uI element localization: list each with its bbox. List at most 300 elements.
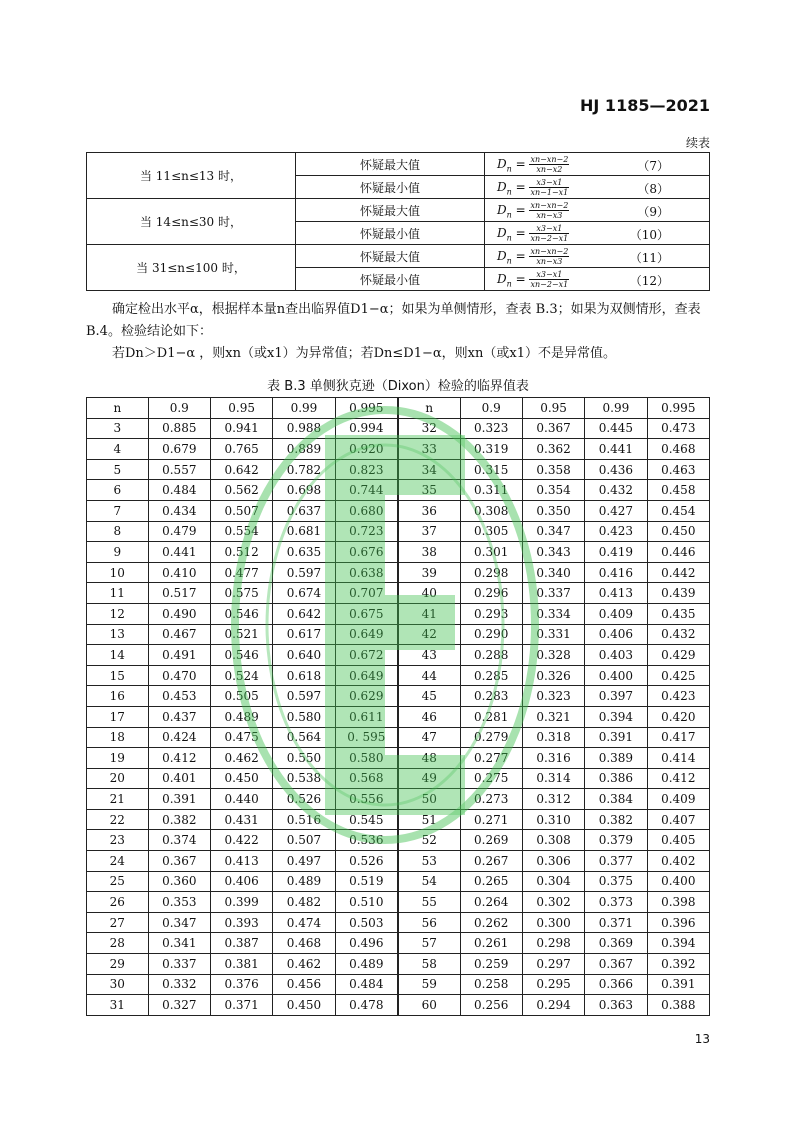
formula-numerator: x3−x1 (529, 178, 569, 188)
table-cell: 0.546 (210, 603, 272, 624)
table-cell: 22 (87, 809, 149, 830)
table-cell: 0.556 (335, 789, 398, 810)
table-cell: 5 (87, 459, 149, 480)
table-cell: 0.638 (335, 562, 398, 583)
table-cell: 0.413 (210, 851, 272, 872)
table-cell: 0.281 (460, 706, 522, 727)
table-cell: 0.675 (335, 603, 398, 624)
formula-number: （11） (629, 251, 669, 265)
table-cell: 0.265 (460, 871, 522, 892)
table-cell: 0.580 (273, 706, 335, 727)
table-cell: 23 (87, 830, 149, 851)
formula-kind: 怀疑最大值 (296, 153, 485, 176)
table-cell: 0.424 (148, 727, 210, 748)
formula-lhs-sub: n (506, 186, 512, 196)
formula-condition: 当 11≤n≤13 时， (87, 153, 296, 199)
table-cell: 0.275 (460, 768, 522, 789)
table-cell: 0.427 (585, 500, 647, 521)
table-cell: 0.546 (210, 645, 272, 666)
table-cell: 0.454 (647, 500, 709, 521)
table-cell: 11 (87, 583, 149, 604)
table-row (87, 995, 710, 1016)
table-cell: 0.308 (522, 830, 584, 851)
table-cell: 0.388 (647, 995, 709, 1016)
table-cell: 13 (87, 624, 149, 645)
table-cell: 0.343 (522, 542, 584, 563)
table-cell: 0.432 (585, 480, 647, 501)
table-cell: 0.470 (148, 665, 210, 686)
table-cell: 0.302 (522, 892, 584, 913)
table-cell: 0.394 (647, 933, 709, 954)
formula-kind: 怀疑最大值 (296, 199, 485, 222)
table-row (87, 624, 710, 645)
table-cell: 0.379 (585, 830, 647, 851)
table-title: 表 B.3 单侧狄克逊（Dixon）检验的临界值表 (267, 379, 529, 394)
table-cell: 0.399 (210, 892, 272, 913)
table-cell: 0.300 (522, 912, 584, 933)
formula-expression: $D_n$ = $\frac{xn-xn-2}{xn-x2}$ （7） (485, 153, 710, 176)
table-header-cell: 0.99 (585, 398, 647, 419)
table-cell: 0.392 (647, 954, 709, 975)
table-cell: 0.308 (460, 500, 522, 521)
table-cell: 0.419 (585, 542, 647, 563)
table-cell: 9 (87, 542, 149, 563)
table-cell: 0.290 (460, 624, 522, 645)
table-cell: 0.394 (585, 706, 647, 727)
table-cell: 0.363 (585, 995, 647, 1016)
dixon-critical-value-table (86, 397, 710, 1016)
table-cell: 0.371 (210, 995, 272, 1016)
table-header-cell: 0.995 (647, 398, 709, 419)
formula-lhs: D (497, 179, 507, 194)
table-cell: 12 (87, 603, 149, 624)
table-cell: 0.412 (148, 748, 210, 769)
table-cell: 0.672 (335, 645, 398, 666)
formula-expression: $D_n$ = $\frac{x3-x1}{xn-2-x1}$ （10） (485, 222, 710, 245)
table-cell: 0.490 (148, 603, 210, 624)
paragraph-conclusion: 若Dn＞D1−α ，则xn（或x1）为异常值；若Dn≤D1−α，则xn（或x1）不是异常值。 (112, 346, 616, 361)
table-cell: 0.340 (522, 562, 584, 583)
table-cell: 0.885 (148, 418, 210, 439)
table-cell: 0.366 (585, 974, 647, 995)
table-cell: 50 (398, 789, 460, 810)
table-cell: 0.367 (522, 418, 584, 439)
table-header-row (87, 398, 710, 419)
formula-fraction (529, 201, 569, 220)
formula-lhs-sub: n (506, 209, 512, 219)
formula-expression: $D_n$ = $\frac{x3-x1}{xn-1-x1}$ （8） (485, 176, 710, 199)
table-cell: 21 (87, 789, 149, 810)
table-cell: 0.389 (585, 748, 647, 769)
table-cell: 43 (398, 645, 460, 666)
table-row (87, 665, 710, 686)
table-cell: 0.439 (647, 583, 709, 604)
table-cell: 0.305 (460, 521, 522, 542)
table-row (87, 500, 710, 521)
formula-row (87, 245, 710, 268)
table-cell: 59 (398, 974, 460, 995)
table-row (87, 871, 710, 892)
table-cell: 0.491 (148, 645, 210, 666)
table-cell: 0.516 (273, 809, 335, 830)
table-cell: 0.536 (335, 830, 398, 851)
table-cell: 0.377 (585, 851, 647, 872)
table-cell: 0.507 (273, 830, 335, 851)
table-row (87, 727, 710, 748)
table-cell: 57 (398, 933, 460, 954)
table-cell: 40 (398, 583, 460, 604)
table-row (87, 974, 710, 995)
table-cell: 0.554 (210, 521, 272, 542)
table-cell: 0.271 (460, 809, 522, 830)
table-cell: 0.468 (647, 439, 709, 460)
table-cell: 0.405 (647, 830, 709, 851)
table-cell: 0.400 (647, 871, 709, 892)
table-cell: 0.294 (522, 995, 584, 1016)
formula-number: （9） (637, 205, 669, 219)
table-cell: 0.367 (585, 954, 647, 975)
table-cell: 0.698 (273, 480, 335, 501)
table-cell: 0.440 (210, 789, 272, 810)
table-cell: 0.396 (647, 912, 709, 933)
table-cell: 0.327 (148, 995, 210, 1016)
table-cell: 0.417 (647, 727, 709, 748)
table-cell: 0.331 (522, 624, 584, 645)
table-row (87, 542, 710, 563)
table-row (87, 748, 710, 769)
table-cell: 0.269 (460, 830, 522, 851)
table-cell: 0.391 (585, 727, 647, 748)
table-cell: 0.744 (335, 480, 398, 501)
page-number: 13 (694, 1032, 710, 1046)
formula-lhs-sub: n (506, 278, 512, 288)
formula-expression: $D_n$ = $\frac{xn-xn-2}{xn-x3}$ （9） (485, 199, 710, 222)
table-cell: 0.782 (273, 459, 335, 480)
table-cell: 58 (398, 954, 460, 975)
table-cell: 0.432 (647, 624, 709, 645)
table-cell: 0.550 (273, 748, 335, 769)
table-cell: 0.310 (522, 809, 584, 830)
formula-denominator: xn−x3 (536, 210, 563, 220)
formula-number: （12） (629, 274, 669, 288)
table-row (87, 603, 710, 624)
table-cell: 0.407 (647, 809, 709, 830)
table-cell: 0.285 (460, 665, 522, 686)
table-cell: 0.462 (273, 954, 335, 975)
table-cell: 0.316 (522, 748, 584, 769)
table-cell: 0.267 (460, 851, 522, 872)
table-cell: 0.679 (148, 439, 210, 460)
table-cell: 0.468 (273, 933, 335, 954)
table-row (87, 789, 710, 810)
formula-expression: $D_n$ = $\frac{x3-x1}{xn-2-x1}$ （12） (485, 268, 710, 291)
table-cell: 0.301 (460, 542, 522, 563)
table-cell: 0.337 (522, 583, 584, 604)
table-cell: 4 (87, 439, 149, 460)
table-cell: 17 (87, 706, 149, 727)
table-cell: 0.393 (210, 912, 272, 933)
table-row (87, 892, 710, 913)
table-cell: 0.450 (647, 521, 709, 542)
table-cell: 0.400 (585, 665, 647, 686)
document-code: HJ 1185—2021 (580, 96, 710, 115)
formula-fraction (529, 270, 569, 289)
table-row (87, 954, 710, 975)
table-cell: 0.264 (460, 892, 522, 913)
table-cell: 0.519 (335, 871, 398, 892)
table-cell: 0.323 (522, 686, 584, 707)
table-cell: 0.723 (335, 521, 398, 542)
table-cell: 0.258 (460, 974, 522, 995)
table-cell: 53 (398, 851, 460, 872)
table-cell: 0.526 (273, 789, 335, 810)
table-cell: 0.358 (522, 459, 584, 480)
table-cell: 0.642 (210, 459, 272, 480)
table-cell: 0.297 (522, 954, 584, 975)
table-cell: 0.477 (210, 562, 272, 583)
table-cell: 0.429 (647, 645, 709, 666)
table-cell: 0.296 (460, 583, 522, 604)
formula-condition: 当 31≤n≤100 时， (87, 245, 296, 291)
table-row (87, 768, 710, 789)
table-cell: 0.482 (273, 892, 335, 913)
table-cell: 0.484 (148, 480, 210, 501)
table-cell: 0.262 (460, 912, 522, 933)
table-cell: 0.649 (335, 624, 398, 645)
formula-condition: 当 14≤n≤30 时， (87, 199, 296, 245)
table-cell: 0.445 (585, 418, 647, 439)
table-cell: 0.423 (647, 686, 709, 707)
table-cell: 16 (87, 686, 149, 707)
table-cell: 0.681 (273, 521, 335, 542)
table-cell: 0.450 (210, 768, 272, 789)
table-row (87, 459, 710, 480)
table-cell: 0.642 (273, 603, 335, 624)
table-cell: 0.450 (273, 995, 335, 1016)
table-cell: 0.381 (210, 954, 272, 975)
table-cell: 0.318 (522, 727, 584, 748)
table-cell: 0.321 (522, 706, 584, 727)
table-cell: 0.568 (335, 768, 398, 789)
formula-denominator: xn−2−x1 (530, 233, 569, 243)
table-cell: 32 (398, 418, 460, 439)
table-cell: 0.362 (522, 439, 584, 460)
table-cell: 0.521 (210, 624, 272, 645)
table-cell: 38 (398, 542, 460, 563)
table-cell: 0.334 (522, 603, 584, 624)
formula-denominator: xn−x2 (536, 164, 563, 174)
table-cell: 0.374 (148, 830, 210, 851)
table-cell: 0.298 (460, 562, 522, 583)
table-cell: 8 (87, 521, 149, 542)
table-cell: 0.564 (273, 727, 335, 748)
table-cell: 0.475 (210, 727, 272, 748)
formula-fraction (529, 155, 569, 174)
table-cell: 0.479 (148, 521, 210, 542)
table-cell: 0.562 (210, 480, 272, 501)
table-cell: 0.597 (273, 686, 335, 707)
table-cell: 0.371 (585, 912, 647, 933)
table-cell: 0.458 (647, 480, 709, 501)
table-cell: 36 (398, 500, 460, 521)
formula-number: （8） (637, 182, 669, 196)
table-cell: 0.391 (647, 974, 709, 995)
table-cell: 0.277 (460, 748, 522, 769)
table-cell: 19 (87, 748, 149, 769)
table-cell: 0.436 (585, 459, 647, 480)
table-cell: 0.680 (335, 500, 398, 521)
table-cell: 0.456 (273, 974, 335, 995)
table-header-cell: 0.95 (522, 398, 584, 419)
table-cell: 0.410 (148, 562, 210, 583)
table-cell: 0.387 (210, 933, 272, 954)
table-cell: 0.373 (585, 892, 647, 913)
table-cell: 0.259 (460, 954, 522, 975)
table-cell: 0.402 (647, 851, 709, 872)
table-cell: 0.437 (148, 706, 210, 727)
table-cell: 0.375 (585, 871, 647, 892)
table-cell: 37 (398, 521, 460, 542)
table-cell: 0.409 (585, 603, 647, 624)
table-cell: 0.382 (148, 809, 210, 830)
table-cell: 0.545 (335, 809, 398, 830)
formula-numerator: xn−xn−2 (530, 154, 569, 164)
table-cell: 0.526 (335, 851, 398, 872)
table-cell: 0.293 (460, 603, 522, 624)
table-cell: 0.414 (647, 748, 709, 769)
table-cell: 0.617 (273, 624, 335, 645)
table-cell: 0.434 (148, 500, 210, 521)
table-cell: 0.988 (273, 418, 335, 439)
table-cell: 0.765 (210, 439, 272, 460)
table-cell: 0.920 (335, 439, 398, 460)
formula-numerator: xn−xn−2 (530, 200, 569, 210)
table-cell: 0.505 (210, 686, 272, 707)
table-cell: 0.611 (335, 706, 398, 727)
table-cell: 0.306 (522, 851, 584, 872)
table-cell: 0.422 (210, 830, 272, 851)
formula-denominator: xn−x3 (536, 256, 563, 266)
table-cell: 6 (87, 480, 149, 501)
table-cell: 0.311 (460, 480, 522, 501)
table-cell: 0.376 (210, 974, 272, 995)
table-header-cell: 0.995 (335, 398, 398, 419)
table-cell: 54 (398, 871, 460, 892)
table-cell: 0.489 (273, 871, 335, 892)
formula-lhs: D (497, 225, 507, 240)
table-cell: 20 (87, 768, 149, 789)
table-cell: 0.474 (273, 912, 335, 933)
table-cell: 0. 595 (335, 727, 398, 748)
table-cell: 0.420 (647, 706, 709, 727)
continued-label: 续表 (685, 136, 710, 150)
table-cell: 0.398 (647, 892, 709, 913)
table-cell: 0.823 (335, 459, 398, 480)
table-cell: 0.279 (460, 727, 522, 748)
table-row (87, 912, 710, 933)
table-cell: 0.517 (148, 583, 210, 604)
table-cell: 0.435 (647, 603, 709, 624)
table-cell: 0.413 (585, 583, 647, 604)
table-cell: 0.446 (647, 542, 709, 563)
table-cell: 55 (398, 892, 460, 913)
table-cell: 52 (398, 830, 460, 851)
table-cell: 0.295 (522, 974, 584, 995)
table-cell: 0.403 (585, 645, 647, 666)
table-cell: 0.367 (148, 851, 210, 872)
table-cell: 0.391 (148, 789, 210, 810)
table-cell: 0.510 (335, 892, 398, 913)
table-cell: 0.283 (460, 686, 522, 707)
table-cell: 26 (87, 892, 149, 913)
table-cell: 0.347 (148, 912, 210, 933)
table-row (87, 418, 710, 439)
table-cell: 0.635 (273, 542, 335, 563)
table-cell: 24 (87, 851, 149, 872)
formula-fraction (529, 178, 569, 197)
table-cell: 18 (87, 727, 149, 748)
table-header-cell: n (87, 398, 149, 419)
formula-numerator: x3−x1 (529, 224, 569, 234)
table-row (87, 809, 710, 830)
table-cell: 44 (398, 665, 460, 686)
table-row (87, 830, 710, 851)
table-cell: 3 (87, 418, 149, 439)
table-cell: 0.557 (148, 459, 210, 480)
table-row (87, 686, 710, 707)
table-cell: 0.425 (647, 665, 709, 686)
formula-kind: 怀疑最小值 (296, 222, 485, 245)
table-cell: 0.315 (460, 459, 522, 480)
table-cell: 0.629 (335, 686, 398, 707)
table-header-cell: 0.9 (460, 398, 522, 419)
table-cell: 0.473 (647, 418, 709, 439)
formula-lhs: D (497, 202, 507, 217)
table-cell: 0.453 (148, 686, 210, 707)
table-cell: 39 (398, 562, 460, 583)
table-cell: 60 (398, 995, 460, 1016)
table-row (87, 933, 710, 954)
table-cell: 0.298 (522, 933, 584, 954)
table-row (87, 851, 710, 872)
paragraph-detection-level: 确定检出水平α，根据样本量n查出临界值D1−α；如果为单侧情形，查表 B.3；如果为双侧情形，查表 B.4。检验结论如下： (86, 302, 701, 339)
table-cell: 0.442 (647, 562, 709, 583)
table-cell: 25 (87, 871, 149, 892)
table-cell: 0.401 (148, 768, 210, 789)
table-cell: 0.478 (335, 995, 398, 1016)
table-cell: 0.649 (335, 665, 398, 686)
formula-lhs-sub: n (506, 255, 512, 265)
table-cell: 0.575 (210, 583, 272, 604)
table-cell: 0.304 (522, 871, 584, 892)
table-cell: 0.360 (148, 871, 210, 892)
table-cell: 0.431 (210, 809, 272, 830)
table-cell: 0.489 (210, 706, 272, 727)
table-cell: 34 (398, 459, 460, 480)
table-cell: 0.369 (585, 933, 647, 954)
table-cell: 0.347 (522, 521, 584, 542)
table-cell: 0.503 (335, 912, 398, 933)
table-cell: 41 (398, 603, 460, 624)
formula-denominator: xn−1−x1 (530, 187, 569, 197)
formula-numerator: x3−x1 (529, 270, 569, 280)
table-cell: 0.618 (273, 665, 335, 686)
table-cell: 15 (87, 665, 149, 686)
table-cell: 29 (87, 954, 149, 975)
table-cell: 0.441 (585, 439, 647, 460)
table-cell: 49 (398, 768, 460, 789)
table-cell: 0.314 (522, 768, 584, 789)
